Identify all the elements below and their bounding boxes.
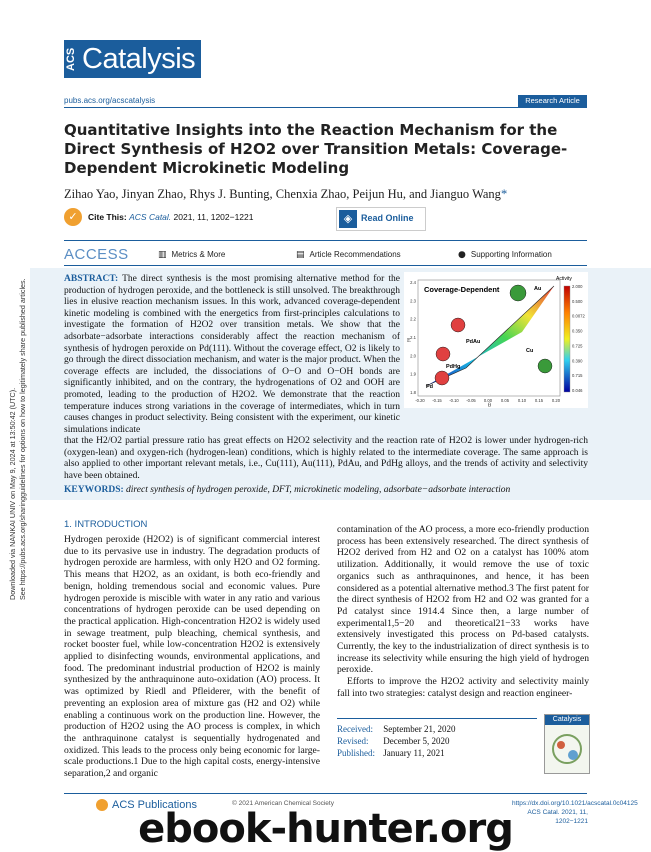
footer-ref: ACS Catal. 2021, 11, 1202−1221 <box>527 809 588 825</box>
metrics-label: Metrics & More <box>171 250 226 259</box>
article-dates <box>337 718 537 759</box>
pdhg-particle-icon <box>436 347 450 361</box>
received-label: Received: <box>337 724 373 734</box>
check-badge-icon: ✓ <box>64 208 82 226</box>
header-rule <box>64 107 587 108</box>
x-tick-label: -0.05 <box>466 398 476 403</box>
cite-this[interactable] <box>64 205 324 230</box>
colorbar-tick-label: 0.500 <box>572 298 583 304</box>
colorbar-tick-label: 0.0072 <box>572 313 585 319</box>
cite-label: Cite This: <box>88 212 127 222</box>
point-label-cu: Cu <box>526 348 534 354</box>
y-tick-label: 2.3 <box>410 298 416 304</box>
journal-url[interactable]: pubs.acs.org/acscatalysis <box>64 96 156 105</box>
keywords-text: direct synthesis of hydrogen peroxide, DFT, microkinetic modeling, adsorbate−adsorbate interaction <box>126 485 511 495</box>
revised-date: December 5, 2020 <box>383 736 450 746</box>
y-tick-label: 2.1 <box>410 335 416 340</box>
x-tick-label: 0.00 <box>483 398 493 403</box>
access-label: ACCESS <box>64 246 129 263</box>
revised-label: Revised: <box>337 736 369 746</box>
logo-acs: ACS <box>64 40 78 78</box>
cite-ref: 2021, 11, 1202−1221 <box>173 212 254 222</box>
y-tick-label: 2.2 <box>410 316 416 322</box>
point-label-pd: Pd <box>426 384 434 390</box>
recommendations-link[interactable] <box>296 250 401 260</box>
revised-row <box>337 735 537 747</box>
authors-text: Zihao Yao, Jinyan Zhao, Rhys J. Bunting, Chenxia Zhao, Peijun Hu, and Jianguo Wang <box>64 187 501 201</box>
si-icon: ● <box>458 250 466 260</box>
y-axis-symbol: E <box>407 338 411 344</box>
x-tick-label: 0.20 <box>551 398 561 403</box>
point-label-au: Au <box>534 286 542 292</box>
column-left <box>64 534 320 780</box>
published-label: Published: <box>337 748 376 758</box>
watermark: ebook-hunter.org <box>138 806 513 852</box>
toc-figure <box>404 272 588 408</box>
title-text: Quantitative Insights into the Reaction Mechanism for the Direct Synthesis of H2O2 over Transition Metals: Coverage-Dependent Microkinetic Modeling <box>64 121 568 177</box>
y-tick-label: 1.8 <box>410 390 416 395</box>
footer-rule <box>64 793 587 794</box>
bar-chart-icon: ▥ <box>158 250 167 260</box>
x-tick-label: -0.20 <box>415 398 425 403</box>
colorbar-label: Activity <box>556 276 572 282</box>
journal-logo[interactable] <box>64 40 201 78</box>
y-tick-label: 2.0 <box>410 353 416 359</box>
supporting-info-link[interactable] <box>458 250 552 260</box>
access-rule-top <box>64 240 587 241</box>
cite-journal: ACS Catal. <box>129 212 172 222</box>
colorbar-tick-label: 0.725 <box>572 343 583 349</box>
cover-art-icon <box>545 725 589 773</box>
article-title <box>64 121 594 178</box>
journal-cover-thumbnail[interactable] <box>544 714 590 774</box>
abstract-body: The direct synthesis is the most promising alternative method for the production of hydrogen peroxide, and the bottleneck is still unsolved. The breakthrough lies in elusive reaction mechanism issues. In this work, advanced coverage-dependent kinetic modeling is combined with the energetics from first-principles calculations to investigate the formation of H2O2 over transition metals. We show that the adsorbate−adsorbate interactions considerably affect the reaction mechanism of synthesis of hydrogen peroxide on Pd(111). Without the coverage effect, O2 is likely to go through the direct dissociation mechanism, and water is the major product. When the coverage effects are included, the dissociations of O−O and O−OH bonds are significantly inhibited, and on the contrary, the hydrogenations of O2 and OOH are promoted, leading to the production of H2O2. We demonstrate that the reaction temperature induces strong variations in the coverage of intermediates, which in turn causes changes in product selectivity. Being consistent with the experiment, our kinetic simulations indicate <box>64 274 400 435</box>
download-notice-line2: See https://pubs.acs.org/sharingguidelines for options on how to legitimately share published articles. <box>18 278 27 600</box>
publisher-name[interactable]: ACS Publications <box>112 799 197 811</box>
article-type-badge: Research Article <box>518 95 587 107</box>
read-online-button[interactable] <box>336 207 426 231</box>
supporting-label: Supporting Information <box>470 250 552 259</box>
intro-paragraph-2: contamination of the AO process, a more eco-friendly production process has been extensively researched. The direct synthesis of H2O2 derived from H2 and O2 on a catalyst has 100% atom utilization. Additionally, it would remove the use of toxic organics such as anthraquinones, and hence, it has been considered as a potential alternative method.3 The first patent for the direct synthesis of H2O2 from H2 and O2 was granted for a Pd catalyst since 1914.4 Since then, a large number of experimental1,5−20 and theoretical21−33 works have extensively investigated this process on Pd-based catalysts. Currently, the key to the industrialization of direct synthesis is to increase its selectivity while ensuring the high yield of hydrogen peroxide. <box>337 524 589 676</box>
point-label-pdau: PdAu <box>466 339 481 345</box>
colorbar-tick-label: 0.390 <box>572 358 583 364</box>
colorbar-tick-label: 0.350 <box>572 328 583 334</box>
toc-graphic <box>404 272 588 408</box>
corresponding-author-icon[interactable]: * <box>500 187 508 201</box>
copyright: © 2021 American Chemical Society <box>232 800 334 807</box>
colorbar-tick-label: 2.000 <box>572 284 583 289</box>
access-rule-bottom <box>64 265 587 266</box>
x-tick-label: -0.15 <box>432 398 442 403</box>
keywords <box>64 485 588 495</box>
cover-title: Catalysis <box>545 715 589 725</box>
keywords-label: KEYWORDS: <box>64 485 124 495</box>
colorbar <box>564 286 570 392</box>
x-tick-label: -0.10 <box>449 398 459 403</box>
x-tick-label: 0.05 <box>500 398 510 403</box>
footer-doi[interactable]: https://dx.doi.org/10.1021/acscatal.0c04125 <box>512 800 638 807</box>
published-row <box>337 747 537 759</box>
published-date: January 11, 2021 <box>383 748 445 758</box>
colorbar-ticks <box>572 284 585 393</box>
x-axis-symbol: θ <box>488 403 491 408</box>
x-tick-label: 0.10 <box>517 398 527 403</box>
download-notice <box>3 270 29 600</box>
pd-particle-icon <box>435 371 449 385</box>
point-label-pdhg: PdHg <box>446 364 461 370</box>
x-tick-label: 0.15 <box>534 398 544 403</box>
document-icon: ▤ <box>296 250 305 260</box>
pdau-particle-icon <box>451 318 465 332</box>
read-online-label: Read Online <box>361 213 414 223</box>
section-heading: 1. INTRODUCTION <box>64 519 148 530</box>
shield-icon: ◈ <box>339 210 357 228</box>
colorbar-tick-label: 0.715 <box>572 373 583 379</box>
abstract-text <box>64 274 400 436</box>
y-tick-label: 2.4 <box>410 280 416 285</box>
recommendations-label: Article Recommendations <box>309 250 401 259</box>
received-row <box>337 723 537 735</box>
column-right <box>337 524 589 700</box>
received-date: September 21, 2020 <box>383 724 456 734</box>
metrics-link[interactable] <box>158 250 225 260</box>
abstract-label: ABSTRACT: <box>64 274 119 284</box>
cu-particle-icon <box>538 359 552 373</box>
colorbar-tick-label: 0.046 <box>572 388 583 393</box>
intro-paragraph-1: Hydrogen peroxide (H2O2) is of significant commercial interest due to its pervasive use in industry. The degradation products of hydrogen peroxide are harmless, with only H2O and O2 forming. This means that H2O2, as an oxidant, is both eco-friendly and benign, holding tremendous social and economic values. Pure hydrogen peroxide is miscible with water in any ratio and various concentrations of hydrogen peroxide can be used depending on the practical application. High-concentration H2O2 is widely used in sewage treatment, pulp bleaching, chemical synthesis, and rocket booster fuel, while low-concentration H2O2 is extensively applied to disinfecting wounds, environmental applications, and food. The predominant industrial production of H2O2 is mainly synthesized by the anthraquinone auto-oxidation (AO) process. It was optimized by Riedl and Pfleiderer, with the benefit of preventing an explosion area of mixture gas (H2 and O2) while enabling a continuous work on the production line. However, the production of H2O2 using the AO process is complex, in which the anthraquinone catalyst is sequentially hydrogenated and oxidized. This leads to the process only being economic for large-scale productions.1 Due to the high capital costs, energy-intensive separation,2 and organic <box>64 534 320 780</box>
download-notice-line1: Downloaded via NANKAI UNIV on May 9, 2024 at 13:50:42 (UTC). <box>8 387 17 600</box>
panel-label: Coverage-Dependent <box>424 285 500 294</box>
logo-name: Catalysis <box>78 40 201 78</box>
author-list <box>64 187 584 202</box>
au-particle-icon <box>510 285 526 301</box>
y-tick-label: 1.9 <box>410 371 416 377</box>
y-ticks <box>410 280 416 395</box>
intro-paragraph-3: Efforts to improve the H2O2 activity and selectivity mainly fall into two strategies: catalyst design and reaction engineer- <box>337 676 589 699</box>
abstract-continued: that the H2/O2 partial pressure ratio has great effects on H2O2 selectivity and the reaction rate of H2O2 is lower under hydrogen-rich (oxygen-lean) and oxygen-rich (hydrogen-lean) conditions, which is highly related to the intermediate coverage. The same approach is also applied to other important relevant metals, i.e., Cu(111), Au(111), PdAu, and PdHg alloys, and the trends of activity and selectivity have been obtained. <box>64 436 588 481</box>
cite-text <box>88 212 254 222</box>
